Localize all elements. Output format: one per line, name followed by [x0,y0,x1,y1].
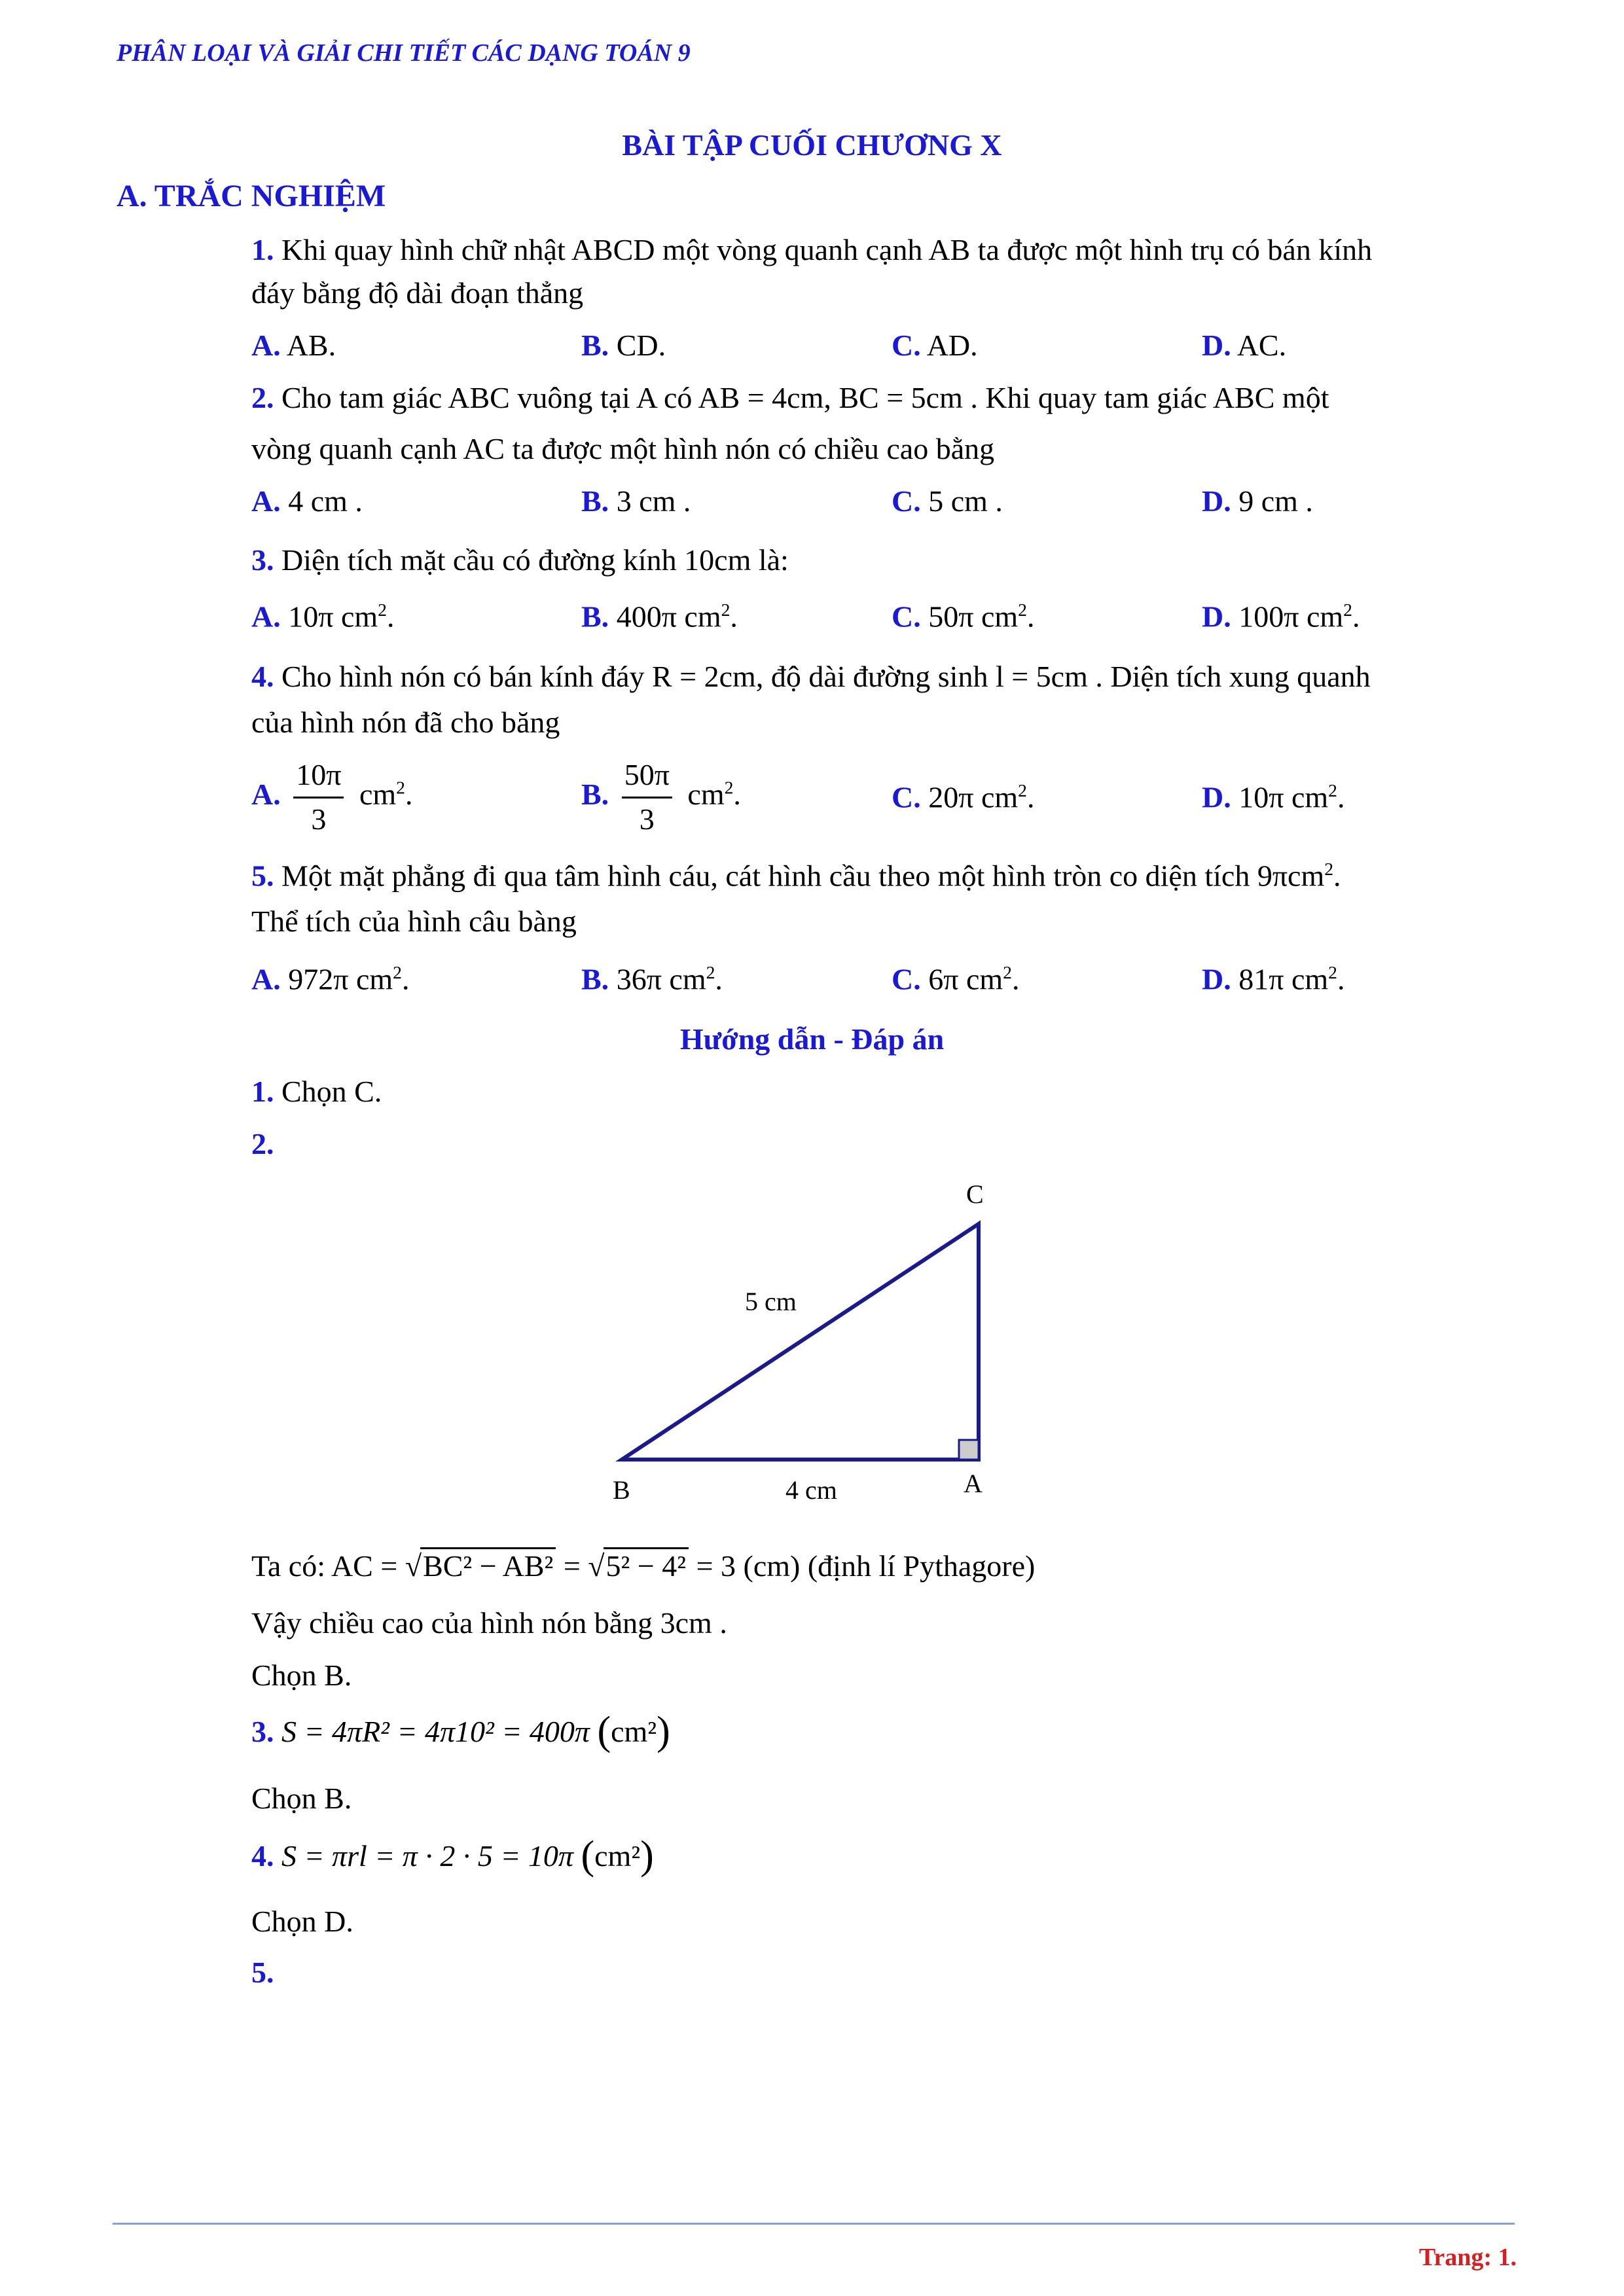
answer-2-conclusion: Vậy chiều cao của hình nón bằng 3cm . [251,1606,727,1640]
answer-2-number: 2. [251,1127,274,1160]
question-3-options [251,600,1561,639]
q3-option-d: D. 100π $cm^2$. [1202,600,1360,634]
question-2-options [251,484,1561,524]
q3-option-a: A. 10π $cm^2$. [251,600,395,634]
answer-5-number: 5. [251,1956,274,1989]
page-number: Trang: 1. [1418,2244,1517,2271]
question-4-number: 4. [251,660,274,693]
question-3-number: 3. [251,543,274,577]
base-label: 4 cm [785,1475,837,1505]
q1-option-b: B. CD. [581,329,666,362]
q4-option-a: A. $\frac{10\pi}{3}$ $cm^2$. [251,758,413,836]
question-5-text: Một mặt phẳng đi qua tâm hình cáu, cát hình cầu theo một hình tròn co diện tích 9πcm [281,859,1325,893]
q4-option-d: D. 10π $cm^2$. [1202,780,1345,814]
question-1-text: Khi quay hình chữ nhật ABCD một vòng quanh cạnh AB ta được một hình trụ có bán kính [281,233,1373,266]
q1-option-c: C. AD. [892,329,978,362]
q5-option-c: C. 6π $cm^2$. [892,962,1020,996]
answer-2-equation: Ta có: AC = √BC² − AB² = √5² − 4² = 3 (cm) (định lí Pythagore) [251,1547,1035,1584]
q2-option-b: B. 3 cm . [581,484,691,518]
q5-option-d: D. 81π $cm^2$. [1202,962,1345,996]
question-1-options [251,329,1561,368]
vertex-a-label: A [964,1469,983,1498]
footer-divider [113,2223,1515,2225]
chapter-title: BÀI TẬP CUỐI CHƯƠNG X [622,128,1002,162]
question-2-text: Cho tam giác ABC vuông tại A có AB = 4cm, BC = 5cm . Khi quay tam giác ABC một [281,381,1329,414]
q5-option-a: A. 972π $cm^2$. [251,962,410,996]
section-heading: A. TRẮC NGHIỆM [117,179,386,213]
question-5-number: 5. [251,859,274,893]
q2-option-d: D. 9 cm . [1202,484,1313,518]
q3-option-b: B. 400π $cm^2$. [581,600,738,634]
q4-option-b: B. $\frac{50\pi}{3}$ $cm^2$. [581,758,741,836]
right-angle-marker [959,1440,979,1460]
vertex-c-label: C [966,1179,984,1209]
answer-4-formula: 4. S = πrl = π · 2 · 5 = 10π (cm²) [251,1833,654,1878]
question-1-line1 [251,233,1372,268]
question-2-number: 2. [251,381,274,414]
q4-option-b-fraction: $\frac{50\pi}{3}$ [622,758,672,837]
sqrt-bc-ab: BC² − AB² [420,1547,556,1584]
answer-3-formula: 3. S = 4πR² = 4π10² = 400π (cm²) [251,1709,670,1753]
question-4-line1 [251,660,1371,694]
question-5-line2: Thể tích của hình câu bàng [251,905,577,938]
answers-heading: Hướng dẫn - Đáp án [679,1022,945,1056]
answer-2-choice: Chọn B. [251,1659,352,1692]
triangle-abc [622,1224,979,1460]
question-2-line2: vòng quanh cạnh AC ta được một hình nón có chiều cao bằng [251,432,995,465]
hypotenuse-label: 5 cm [745,1287,797,1316]
answer-1: 1. Chọn C. [251,1075,382,1108]
q1-option-d: D. AC. [1202,329,1287,362]
question-4-text: Cho hình nón có bán kính đáy R = 2cm, độ dài đường sinh l = 5cm . Diện tích xung quanh [281,660,1371,693]
vertex-b-label: B [613,1475,630,1505]
q3-option-c: C. 50π $cm^2$. [892,600,1035,634]
question-4-line2: của hình nón đã cho băng [251,706,560,739]
question-2-line1 [251,381,1329,416]
question-1-number: 1. [251,233,274,266]
q4-option-a-fraction: $\frac{10\pi}{3}$ [293,758,344,837]
q2-option-c: C. 5 cm . [892,484,1003,518]
sqrt-5-4: 5² − 4² [604,1547,689,1584]
question-5-options [251,962,1561,1001]
question-3-line1 [251,543,789,578]
question-5-line1: 5. Một mặt phẳng đi qua tâm hình cáu, cát hình cầu theo một hình tròn co diện tích 9πcm$^2$. [251,859,1341,893]
q4-option-c: C. 20π $cm^2$. [892,780,1035,814]
q2-option-a: A. 4 cm . [251,484,363,518]
q5-option-b: B. 36π $cm^2$. [581,962,723,996]
page-header: PHÂN LOẠI VÀ GIẢI CHI TIẾT CÁC DẠNG TOÁN 9 [117,39,691,67]
question-3-text: Diện tích mặt cầu có đường kính 10cm là: [281,543,789,577]
triangle-figure [589,1172,1047,1512]
answer-4-choice: Chọn D. [251,1905,353,1938]
question-4-options [251,758,1561,843]
answer-3-choice: Chọn B. [251,1782,352,1815]
question-1-line2: đáy bằng độ dài đoạn thẳng [251,276,584,310]
q1-option-a: A. AB. [251,329,336,362]
